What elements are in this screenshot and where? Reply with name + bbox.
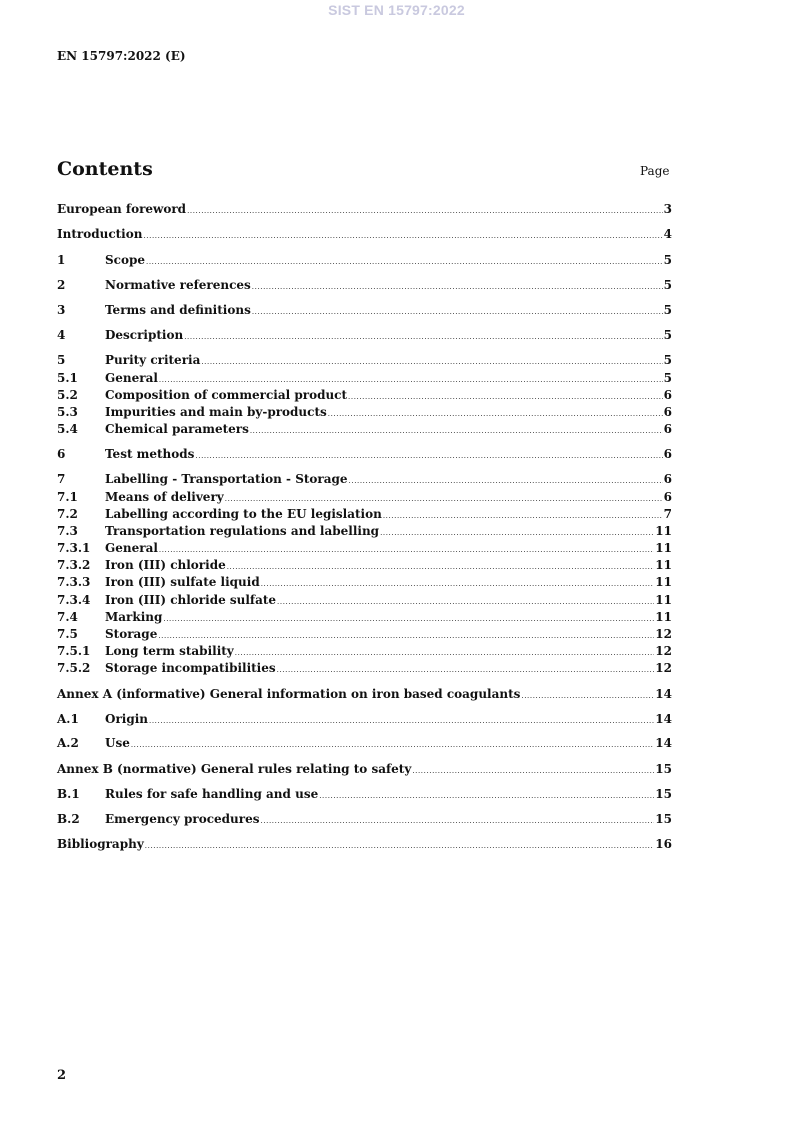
toc-row[interactable]	[57, 761, 672, 777]
toc-page: 5	[663, 371, 672, 385]
toc-number: 5.2	[57, 388, 78, 402]
toc-row[interactable]	[57, 446, 672, 462]
toc-page: 5	[663, 353, 672, 367]
toc-row[interactable]	[57, 574, 672, 590]
toc-title: Annex B (normative) General rules relating to safety	[57, 762, 412, 776]
toc-page: 5	[663, 303, 672, 317]
toc-row[interactable]	[57, 226, 672, 242]
toc-number: B.2	[57, 812, 80, 826]
toc-row[interactable]	[57, 404, 672, 420]
toc-title: Scope	[105, 253, 146, 267]
toc-title: Terms and definitions	[105, 303, 251, 317]
toc-row[interactable]	[57, 302, 672, 318]
toc-number: 6	[57, 447, 66, 461]
toc-row[interactable]	[57, 711, 672, 727]
toc-page: 6	[663, 447, 672, 461]
toc-page: 5	[663, 253, 672, 267]
toc-row[interactable]	[57, 609, 672, 625]
toc-row[interactable]	[57, 836, 672, 852]
contents-title: Contents	[57, 158, 153, 180]
toc-number: A.1	[57, 712, 79, 726]
toc-number: 7.3.4	[57, 593, 91, 607]
toc-page: 6	[663, 472, 672, 486]
toc-row[interactable]	[57, 387, 672, 403]
toc-row[interactable]	[57, 643, 672, 659]
toc-row[interactable]	[57, 421, 672, 437]
toc-number: 5	[57, 353, 66, 367]
toc-title: Introduction	[57, 227, 143, 241]
toc-page: 5	[663, 278, 672, 292]
toc-title: Rules for safe handling and use	[105, 787, 319, 801]
toc-row[interactable]	[57, 489, 672, 505]
toc-page: 11	[655, 610, 672, 624]
toc-page: 6	[663, 405, 672, 419]
toc-number: 5.1	[57, 371, 78, 385]
toc-number: A.2	[57, 736, 79, 750]
toc-number: 5.4	[57, 422, 78, 436]
toc-page: 15	[655, 762, 672, 776]
toc-title: Composition of commercial product	[105, 388, 348, 402]
toc-page: 15	[655, 787, 672, 801]
toc-page: 11	[655, 593, 672, 607]
toc-row[interactable]	[57, 592, 672, 608]
toc-title: Emergency procedures	[105, 812, 260, 826]
toc-row[interactable]	[57, 277, 672, 293]
toc-number: 3	[57, 303, 66, 317]
toc-number: 7.3.2	[57, 558, 91, 572]
toc-page: 4	[663, 227, 672, 241]
toc-title: Long term stability	[105, 644, 234, 658]
toc-title: Labelling - Transportation - Storage	[105, 472, 348, 486]
toc-row[interactable]	[57, 352, 672, 368]
toc-row[interactable]	[57, 540, 672, 556]
page-number: 2	[57, 1068, 67, 1083]
toc-page: 14	[655, 712, 672, 726]
toc-title: Means of delivery	[105, 490, 224, 504]
toc-number: 7.5	[57, 627, 78, 641]
toc-title: Bibliography	[57, 837, 144, 851]
toc-page: 12	[655, 627, 672, 641]
toc-title: Use	[105, 736, 130, 750]
toc-row[interactable]	[57, 471, 672, 487]
toc-title: General	[105, 371, 158, 385]
toc-page: 6	[663, 490, 672, 504]
toc-page: 15	[655, 812, 672, 826]
toc-title: Marking	[105, 610, 163, 624]
toc-row[interactable]	[57, 626, 672, 642]
toc-number: B.1	[57, 787, 80, 801]
toc-title: Transportation regulations and labelling	[105, 524, 380, 538]
toc-page: 12	[655, 644, 672, 658]
toc-title: Storage	[105, 627, 158, 641]
toc-title: General	[105, 541, 158, 555]
toc-number: 7.2	[57, 507, 78, 521]
toc-title: Description	[105, 328, 184, 342]
toc-title: Iron (III) sulfate liquid	[105, 575, 260, 589]
toc-page: 6	[663, 422, 672, 436]
toc-row[interactable]	[57, 811, 672, 827]
toc-title: Chemical parameters	[105, 422, 249, 436]
toc-page: 7	[663, 507, 672, 521]
toc-row[interactable]	[57, 660, 672, 676]
toc-title: European foreword	[57, 202, 187, 216]
toc-title: Annex A (informative) General information on iron based coagulants	[57, 687, 521, 701]
toc-title: Labelling according to the EU legislation	[105, 507, 382, 521]
toc-page: 11	[655, 524, 672, 538]
toc-row[interactable]	[57, 786, 672, 802]
toc-row[interactable]	[57, 327, 672, 343]
toc-row[interactable]	[57, 370, 672, 386]
toc-number: 7.3	[57, 524, 78, 538]
toc-number: 7.1	[57, 490, 78, 504]
document-id: EN 15797:2022 (E)	[57, 49, 186, 63]
toc-number: 1	[57, 253, 66, 267]
toc-row[interactable]	[57, 506, 672, 522]
toc-row[interactable]	[57, 686, 672, 702]
watermark: SIST EN 15797:2022	[328, 2, 465, 18]
toc-number: 7.3.1	[57, 541, 91, 555]
toc-page: 11	[655, 575, 672, 589]
toc-page: 6	[663, 388, 672, 402]
toc-title: Storage incompatibilities	[105, 661, 276, 675]
toc-title: Test methods	[105, 447, 195, 461]
toc-page: 11	[655, 541, 672, 555]
toc-title: Purity criteria	[105, 353, 201, 367]
toc-page: 3	[663, 202, 672, 216]
toc-title: Normative references	[105, 278, 251, 292]
toc-title: Iron (III) chloride sulfate	[105, 593, 277, 607]
toc-title: Origin	[105, 712, 149, 726]
page-column-label: Page	[640, 164, 670, 178]
toc-number: 7.5.1	[57, 644, 91, 658]
toc-number: 5.3	[57, 405, 78, 419]
toc-row[interactable]	[57, 201, 672, 217]
toc-row[interactable]	[57, 523, 672, 539]
toc-row[interactable]	[57, 735, 672, 751]
toc-number: 4	[57, 328, 66, 342]
toc-number: 7.5.2	[57, 661, 91, 675]
toc-page: 14	[655, 736, 672, 750]
toc-row[interactable]	[57, 252, 672, 268]
toc-page: 5	[663, 328, 672, 342]
toc-title: Iron (III) chloride	[105, 558, 226, 572]
toc-page: 11	[655, 558, 672, 572]
toc-number: 7	[57, 472, 66, 486]
toc-page: 12	[655, 661, 672, 675]
toc-number: 7.3.3	[57, 575, 91, 589]
toc-number: 2	[57, 278, 66, 292]
toc-page: 16	[655, 837, 672, 851]
toc-row[interactable]	[57, 557, 672, 573]
toc-page: 14	[655, 687, 672, 701]
toc-number: 7.4	[57, 610, 78, 624]
toc-title: Impurities and main by-products	[105, 405, 327, 419]
